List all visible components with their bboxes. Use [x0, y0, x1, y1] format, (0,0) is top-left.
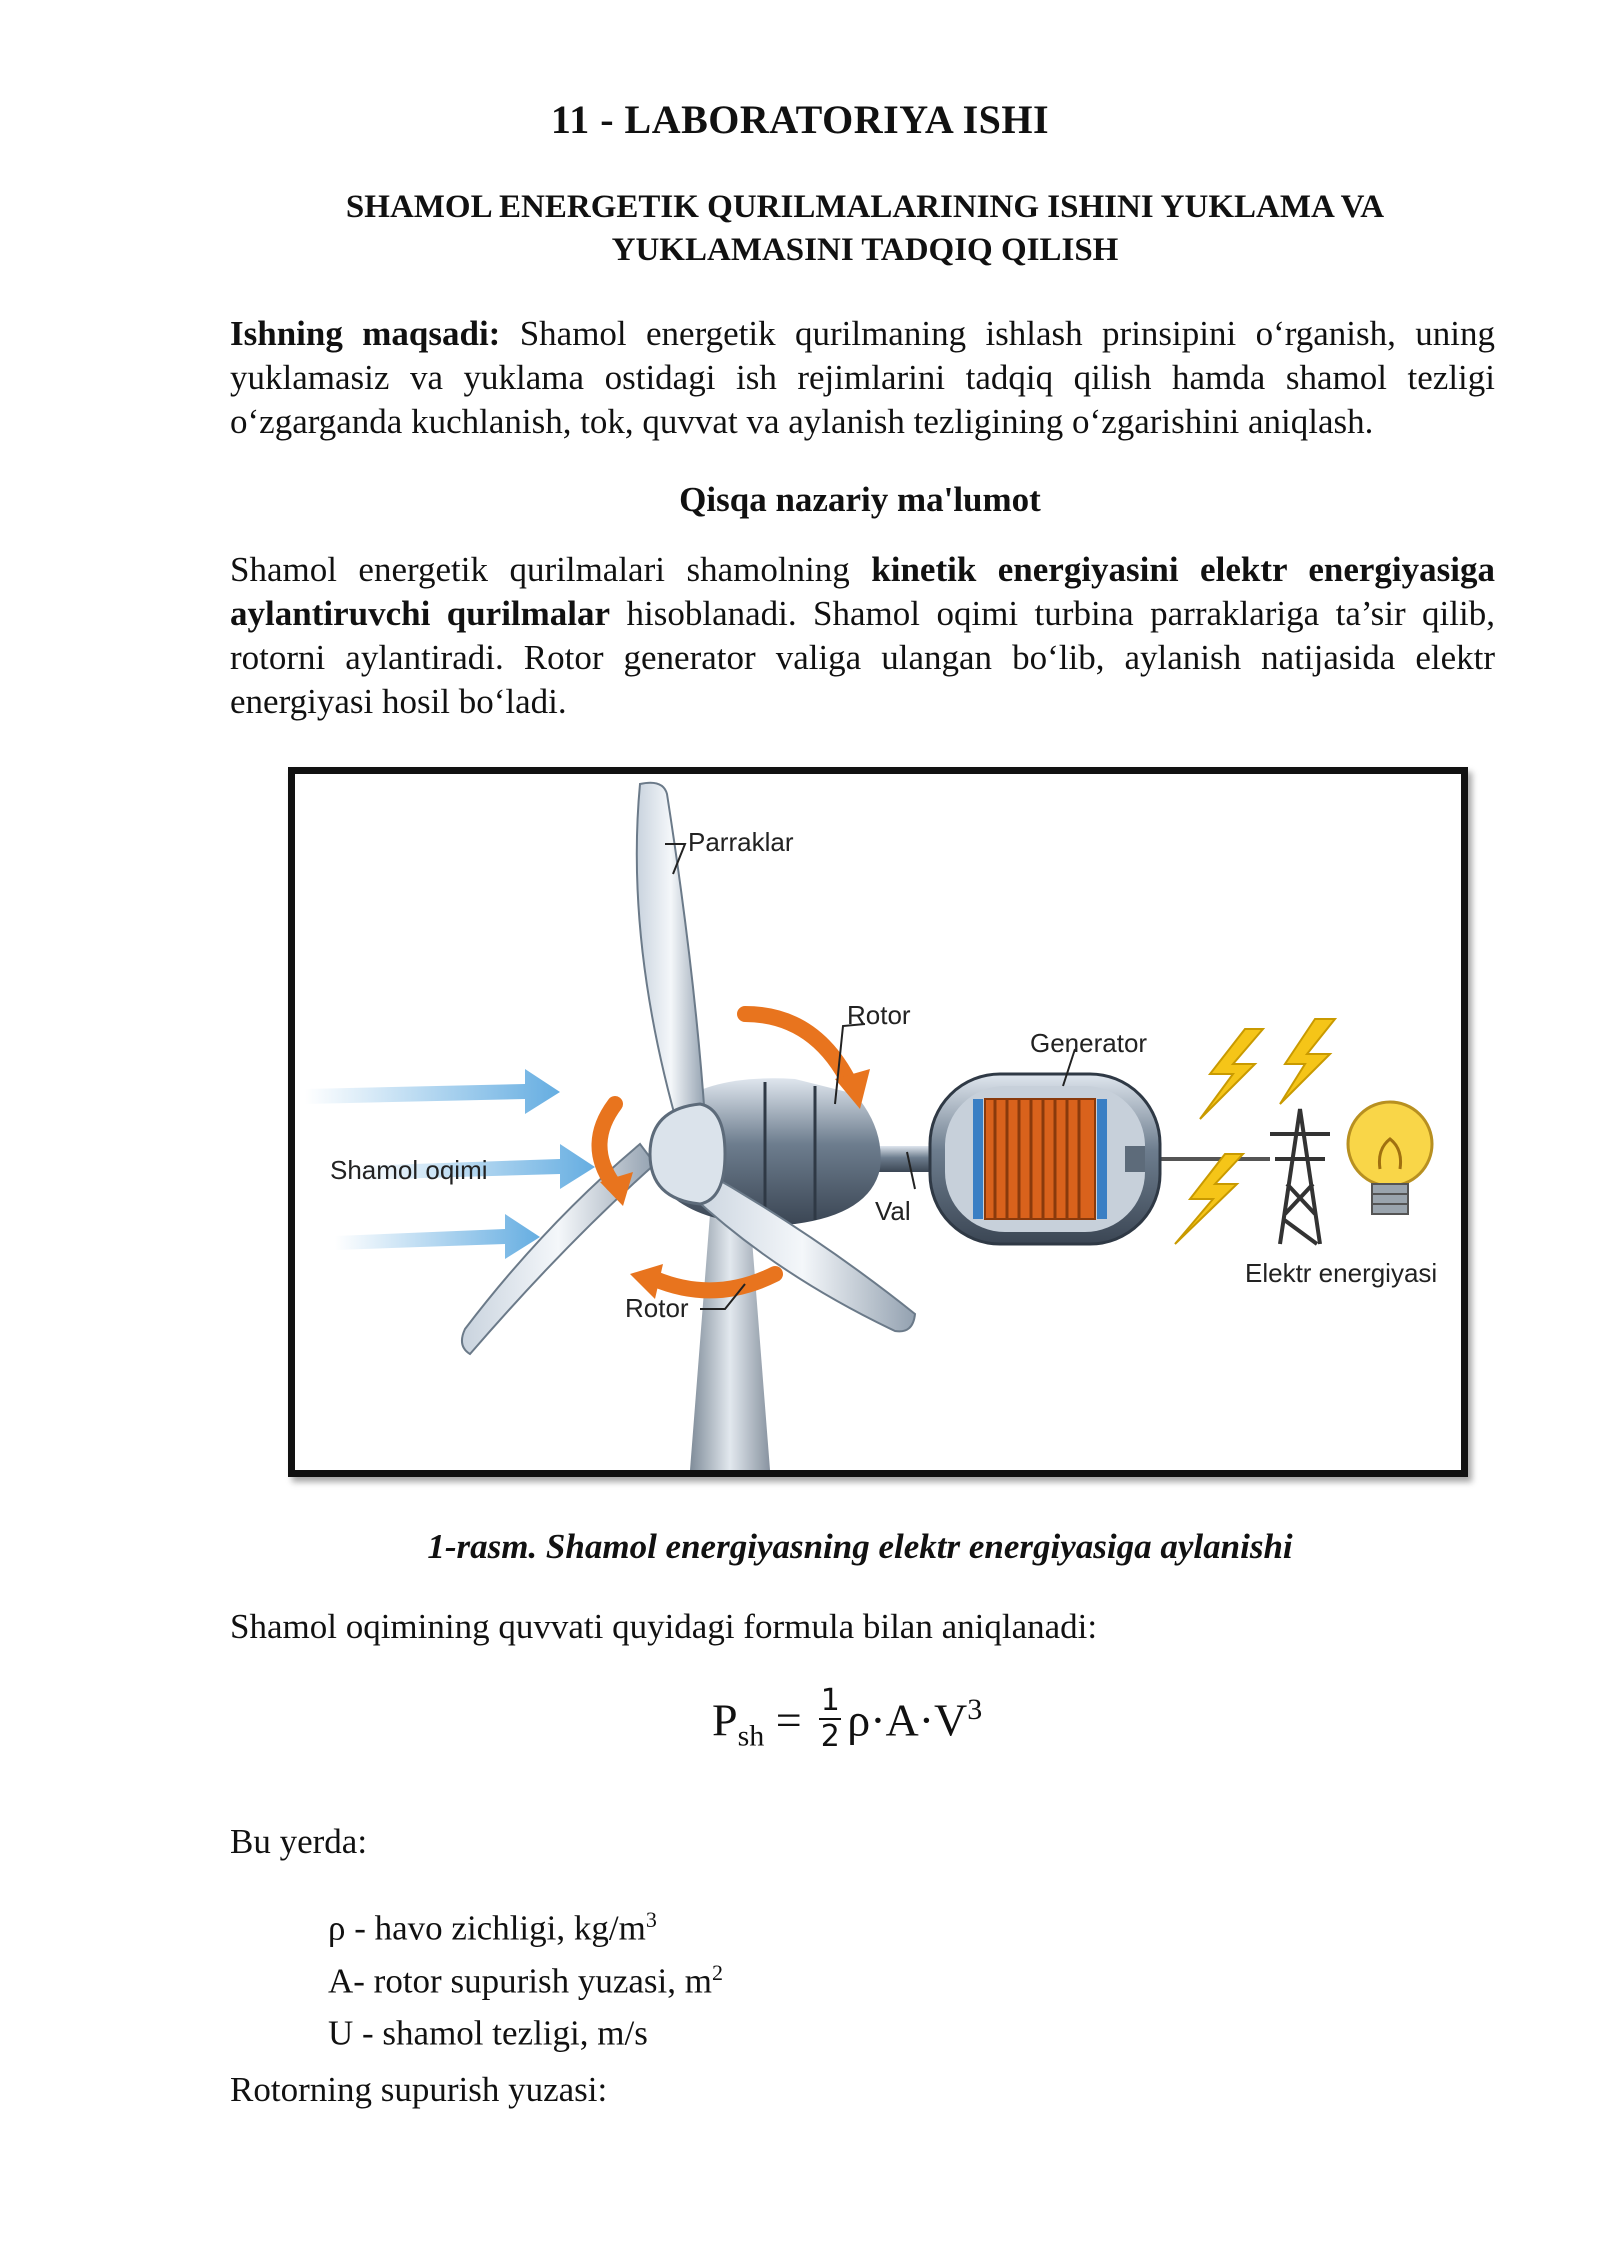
definition-item: U - shamol tezligi, m/s — [328, 2013, 648, 2053]
goal-paragraph — [230, 312, 1495, 444]
where-label: Bu yerda: — [230, 1822, 368, 1861]
rotor-hub — [650, 1104, 725, 1204]
definition-item: A- rotor supurish yuzasi, $m^2$ — [328, 1959, 723, 2001]
light-bulb-icon — [1348, 1102, 1432, 1214]
label-rotor-bottom: Rotor — [625, 1293, 689, 1323]
theory-paragraph — [230, 548, 1495, 724]
power-formula — [712, 1683, 983, 1790]
formula-fraction — [819, 1684, 841, 1754]
wind-turbine-figure — [288, 767, 1468, 1477]
label-rotor-top: Rotor — [847, 1000, 911, 1030]
label-generator: Generator — [1030, 1028, 1148, 1058]
theory-bold-text: kinetik energiyasini elektr energiyasiga aylantiruvchi qurilmalar — [230, 550, 1495, 633]
formula-numerator: 1 — [820, 1683, 840, 1718]
formula-lhs-sub: sh — [737, 1719, 765, 1753]
definition-item: ρ - havo zichligi, $kg/m^3$ — [328, 1907, 657, 1948]
label-electric-energy: Elektr energiyasi — [1245, 1258, 1438, 1288]
subtitle-line-2: YUKLAMASINI TADQIQ QILISH — [611, 232, 1119, 268]
formula-rhs-sup: 3 — [967, 1693, 983, 1727]
formula-rhs: ρ·A·V — [847, 1694, 968, 1746]
page-title: 11 - LABORATORIYA ISHI — [550, 97, 1050, 142]
generator-unit — [930, 1074, 1160, 1244]
swept-area-heading: Rotorning supurish yuzasi: — [230, 2070, 608, 2109]
goal-label: Ishning maqsadi: — [230, 314, 501, 353]
formula-equals: = — [764, 1694, 802, 1746]
label-shaft: Val — [875, 1196, 911, 1226]
lab-subtitle — [230, 186, 1500, 272]
tower — [690, 1214, 770, 1470]
label-wind-flow: Shamol oqimi — [330, 1155, 488, 1185]
formula-lhs: P — [712, 1694, 738, 1746]
theory-text-1: Shamol energetik qurilmalari shamolning — [230, 550, 872, 589]
subtitle-line-1: SHAMOL ENERGETIK QURILMALARINING ISHINI YUKLAMA VA — [345, 189, 1385, 225]
definitions-list — [328, 1898, 723, 2056]
figure-caption: 1-rasm. Shamol energiyasning elektr energiyasiga aylanishi — [427, 1527, 1293, 1566]
formula-intro: Shamol oqimining quvvati quyidagi formula bilan aniqlanadi: — [230, 1607, 1098, 1646]
power-pylon-icon — [1270, 1109, 1330, 1244]
theory-text-2: hisoblanadi. Shamol oqimi turbina parraklariga ta’sir qilib, rotorni aylantiradi. Rotor generator valiga ulangan bo‘lib, aylanish natijasida elektr energiyasi hosil bo‘ladi. — [230, 594, 1495, 721]
theory-heading: Qisqa nazariy ma'lumot — [679, 480, 1041, 519]
label-blades: Parraklar — [688, 827, 794, 857]
formula-denominator: 2 — [820, 1719, 840, 1754]
goal-text: Shamol energetik qurilmaning ishlash prinsipini o‘rganish, uning yuklamasiz va yuklama ostidagi ish rejimlarini tadqiq qilish hamda shamol tezligi o‘zgarganda kuchlanish, tok, quvvat va aylanish tezligining o‘zgarishini aniqlash. — [230, 314, 1495, 441]
wind-turbine-illustration — [295, 774, 1461, 1470]
